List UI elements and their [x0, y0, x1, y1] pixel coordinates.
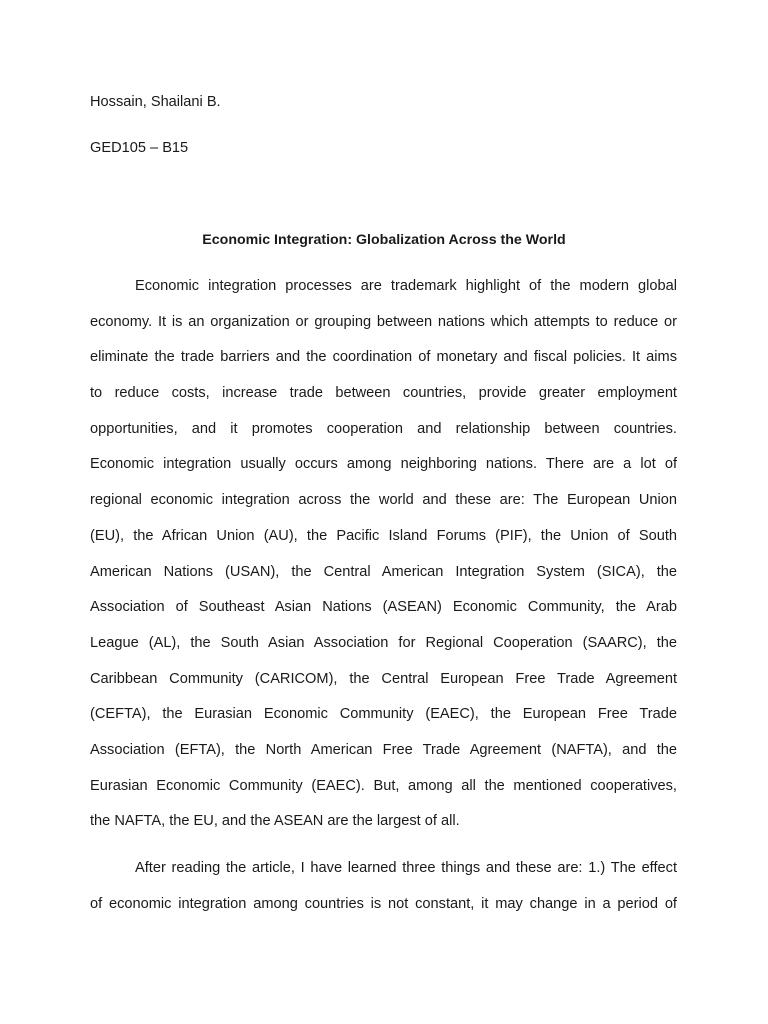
- paragraph-line: Association of Southeast Asian Nations (ASEAN) Economic Community, the Arab: [90, 599, 677, 616]
- paragraph-line: opportunities, and it promotes cooperation and relationship between countries.: [90, 420, 677, 437]
- paragraph-line: League (AL), the South Asian Association for Regional Cooperation (SAARC), the: [90, 634, 677, 651]
- course-code: GED105 – B15: [90, 140, 189, 156]
- paragraph-2: [90, 851, 677, 922]
- paragraph-line: Economic integration usually occurs among neighboring nations. There are a lot of: [90, 456, 677, 473]
- essay-title: Economic Integration: Globalization Across the World: [202, 232, 566, 248]
- paragraph-line: Eurasian Economic Community (EAEC). But, among all the mentioned cooperatives,: [90, 777, 677, 794]
- paragraph-line: (CEFTA), the Eurasian Economic Community (EAEC), the European Free Trade: [90, 706, 677, 723]
- paragraph-line: Association (EFTA), the North American Free Trade Agreement (NAFTA), and the: [90, 741, 677, 758]
- paragraph-line: the NAFTA, the EU, and the ASEAN are the largest of all.: [90, 813, 460, 830]
- paragraph-line: Economic integration processes are trademark highlight of the modern global: [135, 278, 677, 294]
- paragraph-line: economy. It is an organization or grouping between nations which attempts to reduce or: [90, 313, 677, 330]
- paragraph-line: Caribbean Community (CARICOM), the Central European Free Trade Agreement: [90, 670, 677, 687]
- paragraph-line: eliminate the trade barriers and the coordination of monetary and fiscal policies. It aims: [90, 349, 677, 366]
- paragraph-line: After reading the article, I have learned three things and these are: 1.) The effect: [135, 860, 677, 876]
- paragraph-line: (EU), the African Union (AU), the Pacific Island Forums (PIF), the Union of South: [90, 527, 677, 544]
- paragraph-line: to reduce costs, increase trade between countries, provide greater employment: [90, 385, 677, 402]
- paragraph-line: regional economic integration across the world and these are: The European Union: [90, 492, 677, 509]
- author-name: Hossain, Shailani B.: [90, 94, 221, 110]
- paragraph-1: [90, 269, 677, 840]
- paragraph-line: American Nations (USAN), the Central American Integration System (SICA), the: [90, 563, 677, 580]
- paragraph-line: of economic integration among countries is not constant, it may change in a period of: [90, 895, 677, 912]
